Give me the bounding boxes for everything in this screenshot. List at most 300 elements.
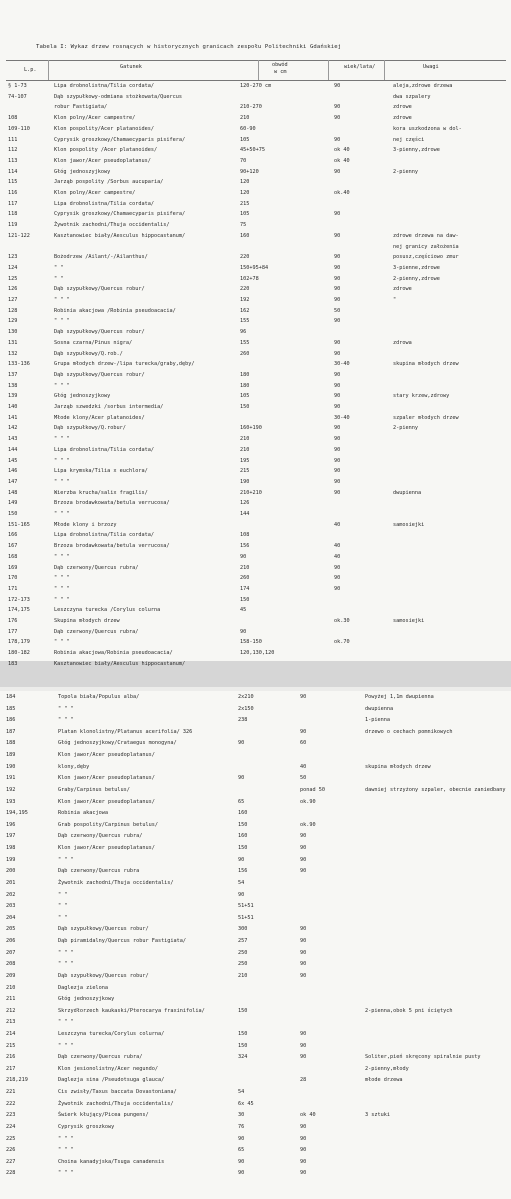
species-name: " " ": [54, 436, 70, 443]
table-row: [0, 530, 511, 541]
table-row: [0, 263, 511, 274]
remarks: Soliter,pień skręcony spiralnie pusty: [365, 1054, 481, 1061]
row-number: 167: [8, 543, 18, 550]
remarks: dawniej strzyżony szpaler, obecnie zaniedbany: [365, 786, 506, 793]
species-name: " ": [54, 275, 64, 282]
age: 50: [334, 307, 341, 314]
age: ok.70: [334, 639, 350, 646]
header-gatunek: Gatunek: [120, 64, 142, 70]
row-number: 74-107: [8, 93, 27, 100]
row-number: 208: [6, 961, 16, 968]
row-number: 223: [6, 1112, 16, 1119]
age: 90: [300, 1135, 307, 1142]
species-name: Robinia akacjowa/Robinia pseudoacacia/: [54, 650, 173, 657]
species-name: " " ": [58, 1042, 74, 1049]
table-row: [0, 924, 511, 935]
circumference: 220: [240, 254, 250, 261]
circumference: 210-270: [240, 104, 262, 111]
species-name: Cis zwisły/Taxus baccata Dovastoniana/: [58, 1089, 177, 1096]
row-number: 116: [8, 190, 18, 196]
header-wiek: wiek/lata/: [344, 64, 376, 70]
remarks: 3 sztuki: [365, 1112, 390, 1119]
age: 90: [334, 104, 341, 111]
age: 90: [300, 694, 307, 700]
circumference: 120: [240, 179, 250, 186]
table-row: [0, 274, 511, 285]
species-name: Robinia akacjowa /Robinia pseudoacacia/: [54, 307, 176, 314]
species-name: Brzoza brodawkowata/betula verrucosa/: [54, 543, 170, 550]
row-number: 218,219: [6, 1077, 28, 1084]
species-name: klony,dęby: [58, 763, 90, 770]
table-row: [0, 1075, 511, 1086]
row-number: 149: [8, 500, 18, 507]
circumference: 45+50+75: [240, 147, 265, 154]
age: 90: [300, 1147, 307, 1154]
circumference: 158-150: [240, 639, 262, 646]
species-name: " " ": [58, 1147, 74, 1154]
species-name: " " ": [54, 478, 70, 485]
table-row: [0, 413, 511, 424]
row-number: 147: [8, 478, 18, 485]
circumference: 54: [238, 1089, 245, 1096]
age: 28: [300, 1077, 307, 1084]
table-row: [0, 715, 511, 726]
table-row: [0, 209, 511, 220]
row-number: 205: [6, 926, 16, 933]
species-name: " " ": [54, 318, 70, 325]
table-row: [0, 316, 511, 327]
row-number: 144: [8, 446, 18, 453]
species-name: Klon jawor/Acer pseudoplatanus/: [58, 845, 155, 852]
species-name: " " ": [54, 297, 70, 303]
table-row: [0, 167, 511, 178]
circumference: 210: [238, 972, 248, 979]
table-row: [0, 177, 511, 188]
species-name: Klon pospolity/Acer platanoides/: [54, 125, 154, 132]
table-row: [0, 349, 511, 360]
row-number: 171: [8, 585, 18, 592]
age: 90: [334, 136, 341, 143]
table-row: [0, 595, 511, 606]
remarks: nej granicy założenia: [393, 243, 459, 250]
table-row: [0, 1064, 511, 1075]
remarks: zdrowe: [393, 286, 412, 293]
remarks: szpaler młodych drzew: [393, 414, 459, 421]
species-name: " " ": [54, 639, 70, 646]
row-number: 133-136: [8, 361, 30, 368]
remarks: 2-pienny,młody: [365, 1065, 409, 1072]
remarks: dwupienna: [393, 489, 422, 496]
header-obwod-unit: w cm: [274, 69, 287, 75]
table-row: [0, 231, 511, 242]
species-name: Cyprysik groszkowy/Chamaecyparis pisifera/: [54, 211, 186, 218]
remarks: 2-pienny: [393, 168, 418, 175]
row-number: 172-173: [8, 596, 30, 603]
species-name: Cyprysik groszkowy/Chamaecyparis pisifera/: [54, 136, 186, 143]
age: 90: [300, 1054, 307, 1061]
age: 40: [334, 553, 341, 560]
circumference: 90: [238, 1170, 245, 1177]
row-number: 132: [8, 350, 18, 357]
row-number: § 1-73: [8, 83, 27, 89]
circumference: 51+51: [238, 903, 254, 910]
row-number: 194,195: [6, 810, 28, 817]
remarks: 3-pienne,zdrowe: [393, 264, 440, 271]
row-number: 140: [8, 404, 18, 410]
species-name: Żywotnik zachodni/Thuja occidentalis/: [58, 879, 174, 886]
age: 90: [300, 728, 307, 735]
circumference: 160: [238, 833, 248, 840]
species-name: Dąb czerwony/Quercus rubra/: [58, 833, 143, 840]
row-number: 190: [6, 763, 16, 770]
species-name: Dąb szypułkowy/Q.rob./: [54, 350, 123, 357]
table-row: [0, 648, 511, 659]
header-divider-2: [258, 60, 259, 80]
row-number: 199: [6, 856, 16, 863]
table-row: [0, 156, 511, 167]
species-name: Bożodrzew /Ailant/-/Ailanthus/: [54, 254, 148, 261]
age: 90: [334, 457, 341, 464]
circumference: 160: [238, 810, 248, 817]
species-name: Głóg jednoszyjkowy/Crataegus monogyna/: [58, 740, 177, 747]
row-number: 196: [6, 821, 16, 828]
age: 90: [334, 585, 341, 592]
row-number: 130: [8, 329, 18, 336]
row-number: 216: [6, 1054, 16, 1061]
circumference: 90+120: [240, 168, 259, 175]
circumference: 90: [240, 628, 247, 635]
species-name: " " ": [54, 511, 70, 517]
species-name: " " ": [58, 1170, 74, 1177]
circumference: 210+210: [240, 489, 262, 496]
circumference: 120: [240, 190, 250, 196]
age: ok 40: [334, 157, 350, 164]
species-name: Dąb szypułkowy/Quercus robur/: [58, 972, 149, 979]
row-number: 201: [6, 879, 16, 886]
row-number: 143: [8, 436, 18, 443]
age: 90: [300, 1030, 307, 1037]
age: 90: [334, 339, 341, 346]
age: 40: [334, 543, 341, 550]
circumference: 238: [238, 717, 248, 724]
species-name: Lipa krymska/Tilia x euchlora/: [54, 468, 148, 475]
row-number: 227: [6, 1158, 16, 1165]
circumference: 260: [240, 350, 250, 357]
row-number: 119: [8, 222, 18, 229]
species-name: Wierzba krucha/salix fragilis/: [54, 489, 148, 496]
row-number: 148: [8, 489, 18, 496]
species-name: " ": [58, 891, 68, 898]
age: 90: [300, 868, 307, 875]
row-number: 123: [8, 254, 18, 261]
age: 90: [334, 350, 341, 357]
remarks: 3-pienny,zdrowe: [393, 147, 440, 154]
circumference: 2x210: [238, 694, 254, 700]
circumference: 160+190: [240, 425, 262, 432]
table-row: [0, 1087, 511, 1098]
circumference: 150: [238, 1007, 248, 1014]
row-number: 168: [8, 553, 18, 560]
species-name: Leszczyna turecka /Corylus colurna: [54, 607, 161, 614]
row-number: 178,179: [8, 639, 30, 646]
age: 90: [334, 478, 341, 485]
species-name: Grab pospolity/Carpinus betulus/: [58, 821, 158, 828]
table-row: [0, 994, 511, 1005]
species-name: Młode klony i brzozy: [54, 521, 117, 528]
species-name: " ": [58, 903, 68, 910]
circumference: 90: [238, 775, 245, 782]
species-name: Dąb szypułkowy/Quercus robur/: [54, 286, 145, 293]
table-row: [0, 855, 511, 866]
row-number: 200: [6, 868, 16, 875]
table-row: [0, 959, 511, 970]
species-name: " " ": [58, 961, 74, 968]
species-name: Dąb szypułkowy/Quercus robur/: [54, 329, 145, 336]
row-number: 108: [8, 115, 18, 122]
circumference: 180: [240, 382, 250, 389]
circumference: 250: [238, 949, 248, 956]
circumference: 195: [240, 457, 250, 464]
species-name: Dąb czerwony/Quercus rubra: [58, 868, 140, 875]
species-name: " " ": [58, 1135, 74, 1142]
species-name: Leszczyna turecka/Corylus colurna/: [58, 1030, 165, 1037]
remarks: zdrowe drzewa na daw-: [393, 232, 459, 239]
row-number: 129: [8, 318, 18, 325]
header-top-rule: [6, 60, 506, 61]
species-name: Dąb czerwony/Quercus rubra/: [54, 564, 139, 571]
age: 90: [334, 564, 341, 571]
header-divider-1: [48, 60, 49, 80]
row-number: 176: [8, 618, 18, 624]
table-row: [0, 704, 511, 715]
table-row: [0, 1122, 511, 1133]
circumference: 150: [238, 845, 248, 852]
circumference: 155: [240, 318, 250, 325]
row-number: 206: [6, 938, 16, 945]
table-row: [0, 541, 511, 552]
age: 90: [334, 371, 341, 378]
row-number: 225: [6, 1135, 16, 1142]
remarks: samosiejki: [393, 521, 425, 528]
row-number: 193: [6, 798, 16, 805]
age: 90: [334, 382, 341, 389]
circumference: 54: [238, 879, 245, 886]
row-number: 203: [6, 903, 16, 910]
remarks: 2-pienny: [393, 425, 418, 432]
table-row: [0, 616, 511, 627]
species-name: Lipa drobnolistna/Tilia cordata/: [54, 83, 154, 89]
row-number: 221: [6, 1089, 16, 1096]
age: 90: [334, 115, 341, 122]
species-name: Dąb szypułkowy/Quercus robur/: [54, 371, 145, 378]
table-row: [0, 1168, 511, 1179]
row-number: 213: [6, 1019, 16, 1026]
header-obwod: obwód: [272, 62, 288, 68]
circumference: 174: [240, 585, 250, 592]
row-number: 118: [8, 211, 18, 218]
row-number: 202: [6, 891, 16, 898]
table-row: [0, 423, 511, 434]
age: 90: [300, 949, 307, 956]
row-number: 192: [6, 786, 16, 793]
circumference: 192: [240, 297, 250, 303]
row-number: 198: [6, 845, 16, 852]
row-number: 215: [6, 1042, 16, 1049]
circumference: 105: [240, 136, 250, 143]
species-name: Dąb czerwony/Quercus rubra/: [54, 628, 139, 635]
species-name: Lipa drobnolistna/Tilia cordata/: [54, 200, 154, 207]
remarks: ": [393, 297, 397, 303]
circumference: 156: [238, 868, 248, 875]
table-row: [0, 878, 511, 889]
table-row: [0, 220, 511, 231]
circumference: 90: [238, 1158, 245, 1165]
row-number: 169: [8, 564, 18, 571]
table-row: [0, 391, 511, 402]
remarks: posusz,częściowo zmur: [393, 254, 459, 261]
table-row: [0, 831, 511, 842]
circumference: 210: [240, 564, 250, 571]
table-row: [0, 466, 511, 477]
species-name: Robinia akacjowa: [58, 810, 108, 817]
species-name: Grupa młodych drzew-/lipa turecka/graby,dęby/: [54, 361, 195, 368]
table-row: [0, 370, 511, 381]
table-row: [0, 1134, 511, 1145]
table-row: [0, 456, 511, 467]
species-name: Głóg jednoszyjkowy: [54, 168, 111, 175]
species-name: Lipa drobnolistna/Tilia cordata/: [54, 532, 154, 539]
species-name: Lipa drobnolistna/Tilia cordata/: [54, 446, 154, 453]
row-number: 141: [8, 414, 18, 421]
age: 90: [300, 845, 307, 852]
table-row: [0, 434, 511, 445]
circumference: 150: [240, 404, 250, 410]
age: 90: [334, 275, 341, 282]
age: 90: [334, 393, 341, 400]
row-number: 226: [6, 1147, 16, 1154]
circumference: 105: [240, 211, 250, 218]
age: 90: [300, 1123, 307, 1130]
age: 60: [300, 740, 307, 747]
header-uwagi: Uwagi: [423, 64, 439, 70]
row-number: 186: [6, 717, 16, 724]
age: 90: [334, 489, 341, 496]
remarks: skupina młodych drzew: [393, 361, 459, 368]
species-name: " " ": [58, 1019, 74, 1026]
table-row: [0, 971, 511, 982]
circumference: 90: [238, 740, 245, 747]
species-name: Daglezja zielona: [58, 984, 108, 991]
row-number: 217: [6, 1065, 16, 1072]
table-row: [0, 773, 511, 784]
table-row: [0, 135, 511, 146]
remarks: młode drzewa: [365, 1077, 403, 1084]
table-row: [0, 913, 511, 924]
row-number: 121-122: [8, 232, 30, 239]
circumference: 75: [240, 222, 247, 229]
row-number: 128: [8, 307, 18, 314]
circumference: 90: [240, 553, 247, 560]
row-number: 124: [8, 264, 18, 271]
circumference: 70: [240, 157, 247, 164]
table-row: [0, 445, 511, 456]
species-name: Jarząb pospolity /Sorbus aucuparia/: [54, 179, 164, 186]
species-name: Graby/Carpinus betulus/: [58, 786, 130, 793]
row-number: 214: [6, 1030, 16, 1037]
age: 90: [334, 286, 341, 293]
row-number: 127: [8, 297, 18, 303]
circumference: 108: [240, 532, 250, 539]
species-name: Jarząb szwedzki /sorbus intermedia/: [54, 404, 164, 410]
table-row: [0, 145, 511, 156]
row-number: 166: [8, 532, 18, 539]
circumference: 215: [240, 200, 250, 207]
circumference: 250: [238, 961, 248, 968]
species-name: Klon pospolity /Acer platanoides/: [54, 147, 158, 154]
remarks: aleja,zdrowe drzewa: [393, 83, 453, 89]
table-row: [0, 820, 511, 831]
row-number: 150: [8, 511, 18, 517]
circumference: 210: [240, 446, 250, 453]
circumference: 30: [238, 1112, 245, 1119]
species-name: " " ": [54, 457, 70, 464]
circumference: 300: [238, 926, 248, 933]
row-number: 111: [8, 136, 18, 143]
circumference: 2x150: [238, 705, 254, 712]
species-name: Platan klonolistny/Platanus acerifolia/ 326: [58, 728, 193, 735]
row-number: 209: [6, 972, 16, 979]
age: 90: [300, 1170, 307, 1177]
age: 90: [334, 404, 341, 410]
table-row: [0, 1029, 511, 1040]
age: 90: [334, 425, 341, 432]
age: 90: [300, 972, 307, 979]
circumference: 150: [238, 821, 248, 828]
age: 30-40: [334, 361, 350, 368]
age: 90: [300, 926, 307, 933]
row-number: 112: [8, 147, 18, 154]
age: 90: [334, 83, 341, 89]
age: 90: [334, 254, 341, 261]
circumference: 90: [238, 856, 245, 863]
table-row: [0, 605, 511, 616]
age: 40: [334, 521, 341, 528]
row-number: 185: [6, 705, 16, 712]
table-row: [0, 983, 511, 994]
circumference: 60-90: [240, 125, 256, 132]
species-name: " " ": [54, 596, 70, 603]
row-number: 210: [6, 984, 16, 991]
row-number: 125: [8, 275, 18, 282]
circumference: 160: [240, 232, 250, 239]
page-break: [0, 687, 511, 691]
header-divider-4: [384, 60, 385, 80]
age: 90: [334, 468, 341, 475]
circumference: 51+51: [238, 914, 254, 921]
table-row: [0, 750, 511, 761]
circumference: 150: [238, 1030, 248, 1037]
row-number: 180-182: [8, 650, 30, 657]
circumference: 150: [240, 596, 250, 603]
table-row: [0, 520, 511, 531]
species-name: Topola biała/Populus alba/: [58, 694, 140, 700]
circumference: 45: [240, 607, 247, 614]
row-number: 142: [8, 425, 18, 432]
table-row: [0, 1006, 511, 1017]
species-name: Klon jawor/Acer pseudoplatanus/: [54, 157, 151, 164]
table-row: [0, 242, 511, 253]
species-name: Choina kanadyjska/Tsuga canadensis: [58, 1158, 165, 1165]
